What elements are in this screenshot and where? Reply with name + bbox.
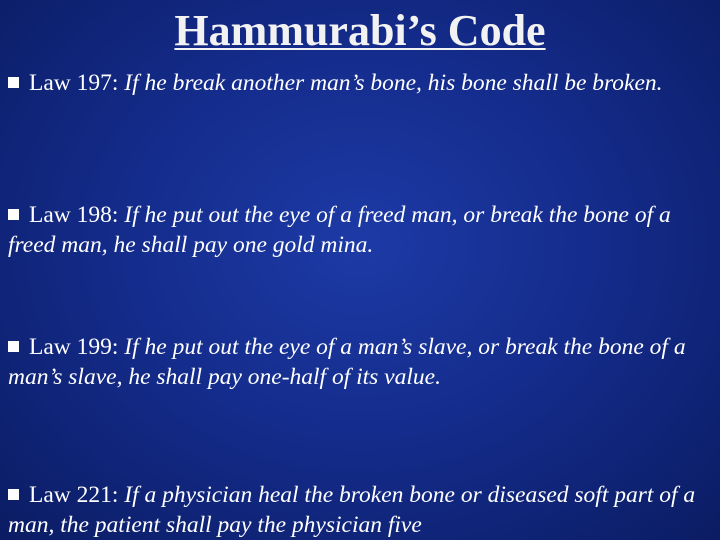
slide-title: Hammurabi’s Code — [174, 6, 546, 55]
bullet-item-law-199 — [8, 332, 708, 392]
law-number: Law 198: — [29, 202, 119, 228]
law-text: If a physician heal the broken bone or diseased soft part of a man, the patient shall pay the physician five — [8, 482, 696, 538]
law-number: Law 199: — [29, 334, 119, 360]
square-bullet-icon — [8, 77, 19, 88]
bullet-item-law-197 — [8, 68, 708, 98]
square-bullet-icon — [8, 489, 19, 500]
law-text: If he put out the eye of a freed man, or break the bone of a freed man, he shall pay one gold mina. — [8, 202, 671, 258]
law-text: If he put out the eye of a man’s slave, or break the bone of a man’s slave, he shall pay one-half of its value. — [8, 334, 686, 390]
law-text: If he break another man’s bone, his bone shall be broken. — [124, 70, 663, 96]
law-number: Law 197: — [29, 70, 119, 96]
square-bullet-icon — [8, 341, 19, 352]
law-number: Law 221: — [29, 482, 119, 508]
bullet-item-law-198 — [8, 200, 708, 260]
bullet-item-law-221 — [8, 480, 708, 540]
square-bullet-icon — [8, 209, 19, 220]
